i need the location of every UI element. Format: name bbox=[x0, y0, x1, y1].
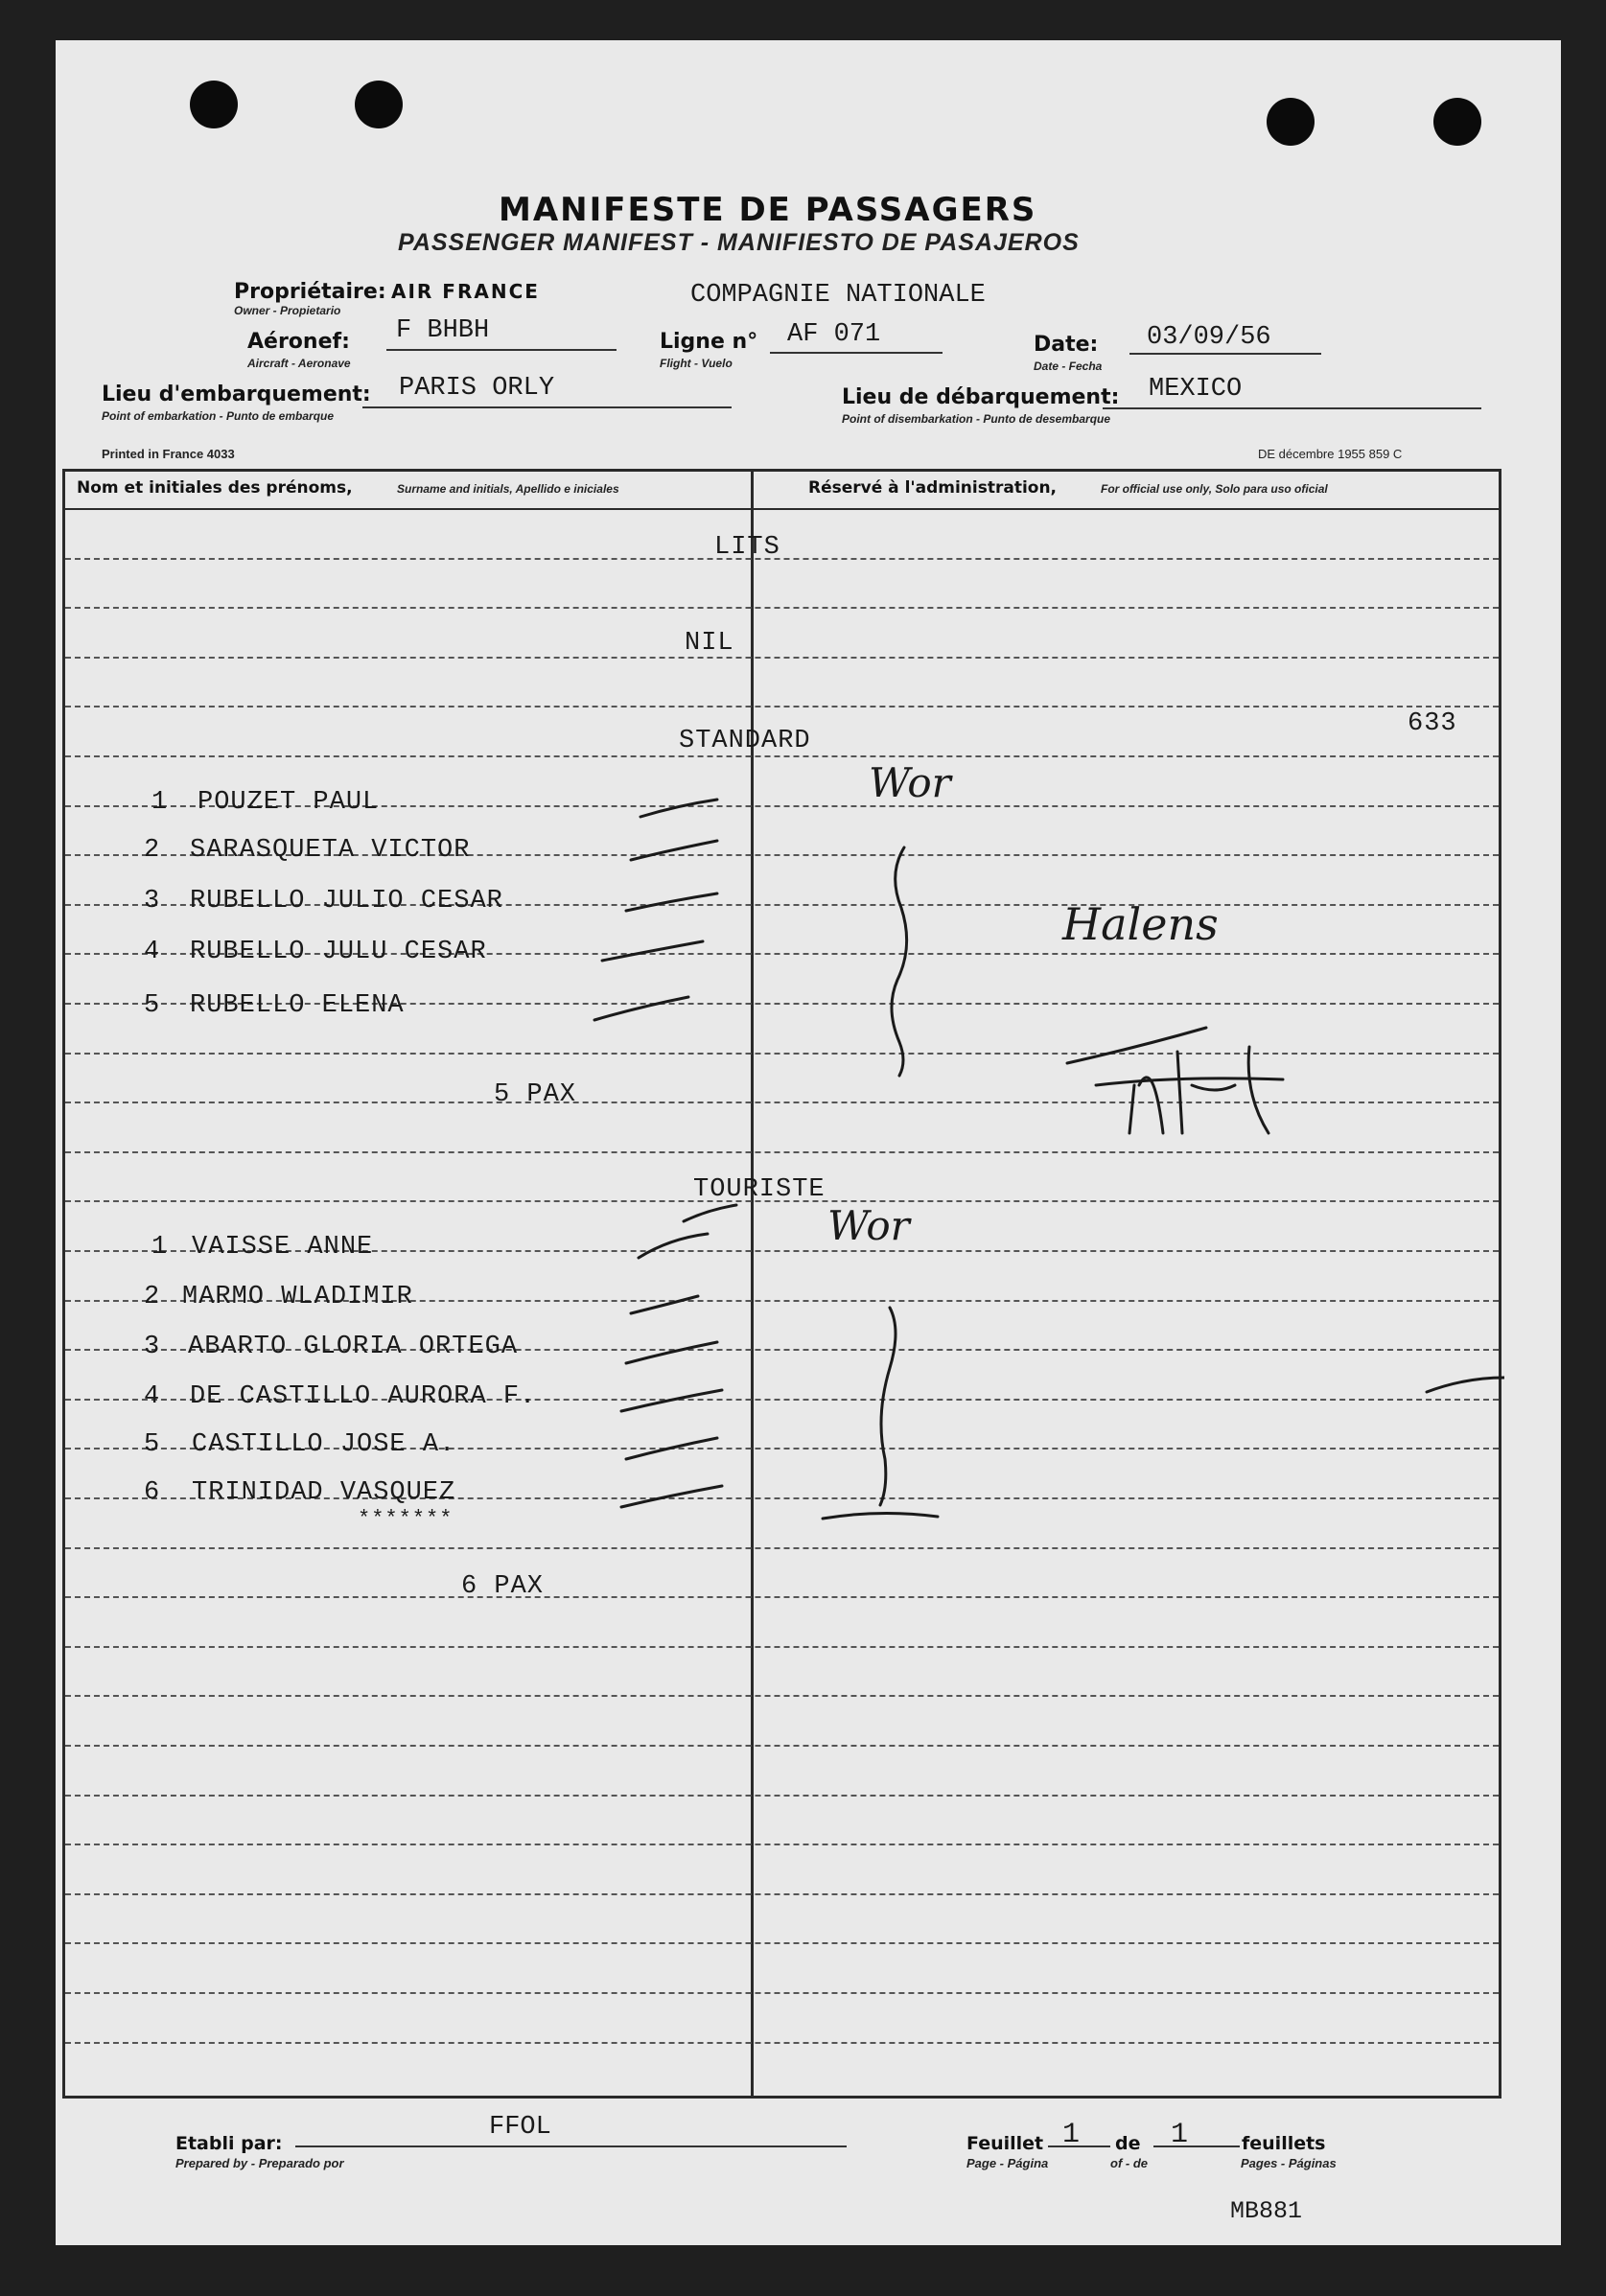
prepared-sub-label: Prepared by - Preparado por bbox=[175, 2156, 344, 2170]
nil-label: NIL bbox=[685, 629, 734, 658]
passenger-number: 5 bbox=[144, 1430, 161, 1459]
margin-stroke bbox=[1427, 1378, 1504, 1392]
punch-hole-icon bbox=[190, 81, 238, 128]
passenger-number: 5 bbox=[144, 991, 161, 1020]
embark-label: Lieu d'embarquement: bbox=[102, 383, 371, 406]
passenger-number: 3 bbox=[144, 887, 161, 916]
prepared-value: FFOL bbox=[489, 2113, 551, 2142]
disembark-label: Lieu de débarquement: bbox=[842, 385, 1120, 409]
passenger-name: POUZET PAUL bbox=[198, 788, 380, 817]
aircraft-underline bbox=[386, 349, 617, 351]
flight-label: Ligne n° bbox=[660, 330, 758, 354]
touriste-label: TOURISTE bbox=[693, 1175, 826, 1204]
punch-hole-icon bbox=[355, 81, 403, 128]
disembark-value: MEXICO bbox=[1149, 375, 1243, 404]
passenger-number: 6 bbox=[144, 1478, 161, 1507]
passenger-number: 1 bbox=[151, 788, 169, 817]
tick-mark bbox=[594, 997, 688, 1020]
archive-code: MB881 bbox=[1230, 2197, 1303, 2225]
tick-mark bbox=[621, 1486, 722, 1507]
prepared-underline bbox=[295, 2145, 847, 2147]
passenger-number: 4 bbox=[144, 938, 161, 966]
disembark-sub-label: Point of disembarkation - Punto de desembarque bbox=[842, 412, 1111, 426]
owner-value: COMPAGNIE NATIONALE bbox=[690, 281, 986, 310]
flight-sub-label: Flight - Vuelo bbox=[660, 357, 733, 370]
passenger-name: TRINIDAD VASQUEZ bbox=[192, 1478, 456, 1507]
sheet-label: Feuillet bbox=[966, 2133, 1044, 2154]
embark-value: PARIS ORLY bbox=[399, 374, 555, 403]
handwritten-wor-2: Wor bbox=[827, 1202, 910, 1249]
flight-underline bbox=[770, 352, 943, 354]
passenger-number: 2 bbox=[144, 836, 161, 865]
of-sub-label: of - de bbox=[1110, 2156, 1148, 2170]
handwritten-wor-1: Wor bbox=[869, 759, 951, 806]
handwritten-signature: Halens bbox=[1062, 898, 1219, 950]
passenger-name: RUBELLO ELENA bbox=[190, 991, 405, 1020]
lits-label: LITS bbox=[714, 533, 780, 562]
tick-mark bbox=[621, 1390, 722, 1411]
passenger-name: VAISSE ANNE bbox=[192, 1233, 374, 1262]
tick-mark bbox=[631, 841, 717, 860]
owner-sub-label: Owner - Propietario bbox=[234, 304, 341, 317]
page-title: MANIFESTE DE PASSAGERS bbox=[499, 191, 1037, 229]
signature-scribble bbox=[1096, 1078, 1283, 1085]
embark-underline bbox=[362, 406, 732, 408]
aircraft-label: Aéronef: bbox=[247, 330, 350, 354]
tick-mark bbox=[626, 1342, 717, 1363]
date-sub-label: Date - Fecha bbox=[1034, 359, 1103, 373]
col-left-header: Nom et initiales des prénoms, bbox=[77, 478, 353, 498]
passenger-name: ABARTO GLORIA ORTEGA bbox=[188, 1333, 519, 1361]
brace-mark bbox=[892, 847, 907, 1076]
admin-number: 633 bbox=[1408, 709, 1457, 738]
punch-hole-icon bbox=[1267, 98, 1315, 146]
tick-mark bbox=[626, 893, 717, 911]
passenger-name: DE CASTILLO AURORA F. bbox=[190, 1382, 537, 1411]
sheets-label: feuillets bbox=[1242, 2133, 1326, 2154]
aircraft-sub-label: Aircraft - Aeronave bbox=[247, 357, 351, 370]
signature-scribble bbox=[1129, 1047, 1269, 1133]
passenger-number: 3 bbox=[144, 1333, 161, 1361]
punch-hole-icon bbox=[1433, 98, 1481, 146]
touriste-total: 6 PAX bbox=[461, 1572, 545, 1601]
of-label: de bbox=[1115, 2133, 1141, 2154]
passenger-name: SARASQUETA VICTOR bbox=[190, 836, 471, 865]
passenger-name: MARMO WLADIMIR bbox=[182, 1283, 413, 1311]
sheet-underline bbox=[1048, 2145, 1110, 2147]
aircraft-value: F BHBH bbox=[396, 316, 490, 345]
standard-total: 5 PAX bbox=[494, 1080, 577, 1109]
sheet-number: 1 bbox=[1062, 2119, 1081, 2151]
col-right-header: Réservé à l'administration, bbox=[808, 478, 1058, 498]
standard-label: STANDARD bbox=[679, 727, 811, 755]
flight-value: AF 071 bbox=[787, 320, 881, 349]
printed-note: Printed in France 4033 bbox=[102, 447, 235, 461]
date-underline bbox=[1129, 353, 1321, 355]
passenger-number: 2 bbox=[144, 1283, 161, 1311]
passenger-name: RUBELLO JULU CESAR bbox=[190, 938, 487, 966]
passenger-table bbox=[62, 469, 1501, 2099]
tick-mark bbox=[631, 1296, 698, 1313]
date-label: Date: bbox=[1034, 333, 1099, 357]
prepared-label: Etabli par: bbox=[175, 2133, 283, 2154]
passenger-name: CASTILLO JOSE A. bbox=[192, 1430, 456, 1459]
sheet-total: 1 bbox=[1171, 2119, 1189, 2151]
stars-line: ******* bbox=[358, 1507, 454, 1531]
brace-mark bbox=[823, 1308, 938, 1519]
owner-label: Propriétaire: bbox=[234, 280, 386, 304]
tick-mark bbox=[602, 941, 703, 961]
ink-marks bbox=[65, 472, 1504, 2101]
page-subtitle: PASSENGER MANIFEST - MANIFIESTO DE PASAJEROS bbox=[398, 229, 1080, 256]
manifest-sheet bbox=[56, 40, 1561, 2245]
form-code: DE décembre 1955 859 C bbox=[1258, 447, 1403, 461]
col-right-header-sub: For official use only, Solo para uso oficial bbox=[1101, 482, 1328, 496]
signature-scribble bbox=[1067, 1028, 1206, 1063]
pages-sub-label: Pages - Páginas bbox=[1241, 2156, 1337, 2170]
owner-printed: AIR FRANCE bbox=[391, 280, 540, 303]
passenger-number: 1 bbox=[151, 1233, 169, 1262]
tick-mark bbox=[626, 1438, 717, 1459]
tick-mark bbox=[684, 1205, 736, 1221]
tick-mark bbox=[640, 800, 717, 817]
col-left-header-sub: Surname and initials, Apellido e iniciales bbox=[397, 482, 619, 496]
disembark-underline bbox=[1103, 407, 1481, 409]
page-sub-label: Page - Página bbox=[966, 2156, 1049, 2170]
date-value: 03/09/56 bbox=[1147, 323, 1271, 352]
embark-sub-label: Point of embarkation - Punto de embarque bbox=[102, 409, 335, 423]
passenger-number: 4 bbox=[144, 1382, 161, 1411]
total-underline bbox=[1153, 2145, 1240, 2147]
tick-mark bbox=[639, 1234, 708, 1258]
passenger-name: RUBELLO JULIO CESAR bbox=[190, 887, 503, 916]
